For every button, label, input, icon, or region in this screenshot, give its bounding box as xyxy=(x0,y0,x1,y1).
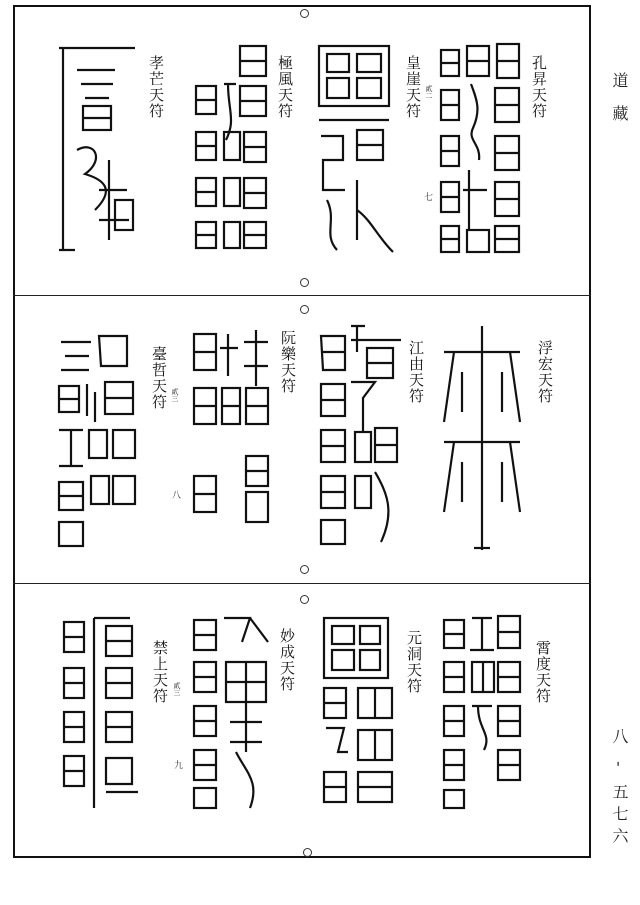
binding-hole xyxy=(303,848,312,857)
talisman-glyph xyxy=(440,322,525,552)
talisman-subnote: 貳三 xyxy=(171,388,179,402)
talisman-glyph xyxy=(55,326,143,551)
talisman-title: 孔昇天符 xyxy=(530,55,548,119)
talisman-title: 禁上天符 xyxy=(151,640,169,704)
band-divider-1 xyxy=(13,295,591,296)
sequence-mark: 八 xyxy=(172,491,182,501)
talisman-subnote: 貳二 xyxy=(425,85,433,99)
talisman-glyph xyxy=(190,326,275,541)
talisman-glyph xyxy=(318,612,403,812)
binding-hole xyxy=(300,278,309,287)
talisman-glyph xyxy=(440,610,525,810)
talisman-glyph xyxy=(315,322,403,547)
talisman-glyph xyxy=(60,612,145,812)
talisman-glyph xyxy=(190,612,275,812)
talisman-title: 阮樂天符 xyxy=(279,330,297,394)
talisman-title: 極風天符 xyxy=(276,55,294,119)
talisman-title: 臺哲天符 xyxy=(150,346,168,410)
talisman-title: 浮宏天符 xyxy=(536,340,554,404)
binding-hole xyxy=(300,9,309,18)
talisman-subnote: 貳三 xyxy=(173,682,181,696)
sequence-mark: 九 xyxy=(174,761,184,771)
band-divider-2 xyxy=(13,583,591,584)
talisman-title: 皇崖天符 xyxy=(404,55,422,119)
talisman-title: 妙成天符 xyxy=(278,628,296,692)
book-title: 道 藏 xyxy=(610,72,629,128)
sequence-mark: 七 xyxy=(424,193,434,203)
talisman-title: 孝芒天符 xyxy=(147,55,165,119)
talisman-title: 江由天符 xyxy=(407,340,425,404)
talisman-title: 元洞天符 xyxy=(405,630,423,694)
talisman-title: 霄度天符 xyxy=(534,640,552,704)
talisman-glyph xyxy=(55,40,140,255)
talisman-glyph xyxy=(190,40,275,255)
talisman-glyph xyxy=(313,40,398,255)
binding-hole xyxy=(300,305,309,314)
talisman-glyph xyxy=(437,40,527,255)
binding-hole xyxy=(300,595,309,604)
binding-hole xyxy=(300,565,309,574)
page-number: 八 - 五七六 xyxy=(610,728,629,850)
